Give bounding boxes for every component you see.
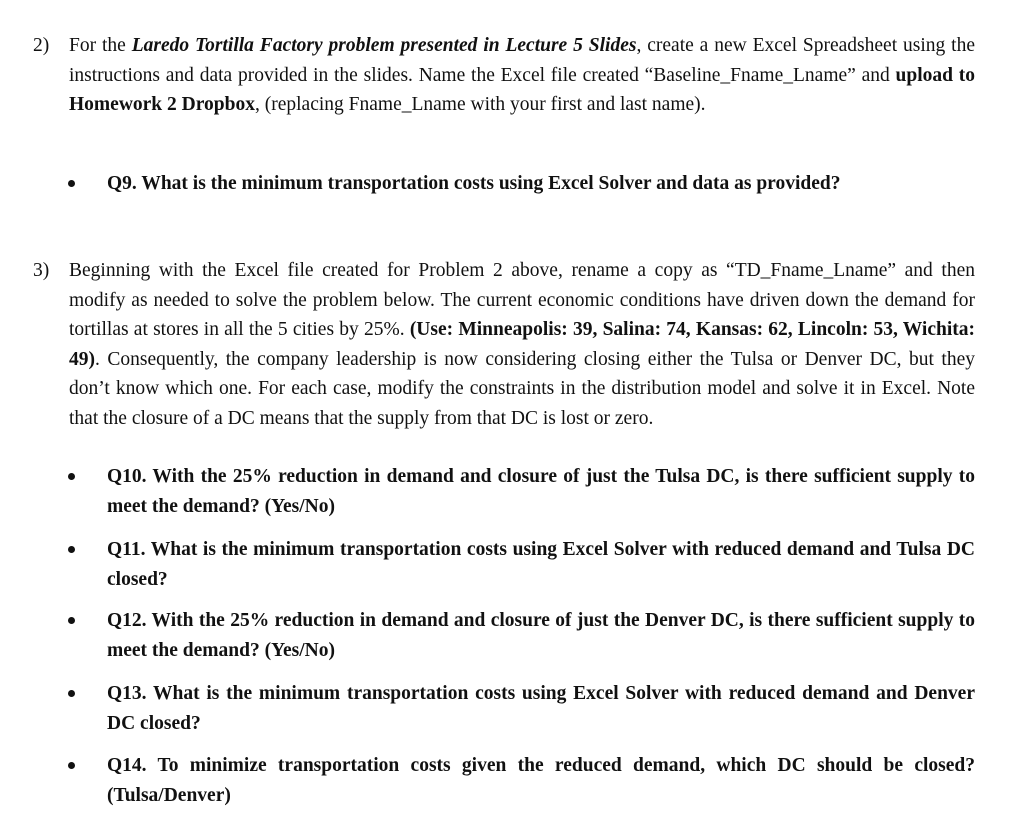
problem-2-number: 2) xyxy=(33,35,50,56)
problem-3-number: 3) xyxy=(33,260,50,281)
problem-2-text-b: , create a new Excel Spreadsheet using the instructions and data provided in the slides. Name the Excel file created “Baseline_Fname_Lname” and xyxy=(69,35,975,86)
problem-2-text-c: , (replacing Fname_Lname with your first and last name). xyxy=(254,94,706,115)
bullet-icon xyxy=(68,762,75,769)
bullet-icon xyxy=(68,180,75,187)
bullet-icon xyxy=(68,690,75,697)
question-q13: Q13. What is the minimum transportation costs using Excel Solver with reduced demand and Denver DC closed? xyxy=(107,683,975,734)
problem-2-text-a: For the xyxy=(69,35,132,56)
bullet-icon xyxy=(68,546,75,553)
problem-2-emphasis: Laredo Tortilla Factory problem presented in Lecture 5 Slides xyxy=(131,35,637,56)
problem-3-text-b: . Consequently, the company leadership is now considering closing either the Tulsa or Denver DC, but they don’t know which one. For each case, modify the constraints in the distribution model and solve it in Excel. Note that the closure of a DC means that the supply from that DC is lost or zero. xyxy=(69,348,975,429)
bullet-icon xyxy=(68,473,75,480)
problem-2-text xyxy=(69,31,975,120)
question-q12: Q12. With the 25% reduction in demand and closure of just the Denver DC, is there sufficient supply to meet the demand? (Yes/No) xyxy=(107,610,975,661)
question-q10: Q10. With the 25% reduction in demand and closure of just the Tulsa DC, is there sufficient supply to meet the demand? (Yes/No) xyxy=(107,466,975,517)
question-q9: Q9. What is the minimum transportation costs using Excel Solver and data as provided? xyxy=(107,173,841,194)
question-q11: Q11. What is the minimum transportation costs using Excel Solver with reduced demand and Tulsa DC closed? xyxy=(107,539,975,590)
question-q14: Q14. To minimize transportation costs given the reduced demand, which DC should be closed? (Tulsa/Denver) xyxy=(107,755,975,806)
bullet-icon xyxy=(68,617,75,624)
problem-2-upload-instruction: upload to Homework 2 Dropbox xyxy=(69,64,975,115)
problem-3-text-a: Beginning with the Excel file created for Problem 2 above, rename a copy as “TD_Fname_Lname” and then modify as needed to solve the problem below. The current economic conditions have driven down the demand for tortillas at stores in all the 5 cities by 25%. xyxy=(69,260,975,340)
problem-3-demand-values: (Use: Minneapolis: 39, Salina: 74, Kansas: 62, Lincoln: 53, Wichita: 49) xyxy=(69,319,975,370)
problem-3-text xyxy=(69,256,975,433)
